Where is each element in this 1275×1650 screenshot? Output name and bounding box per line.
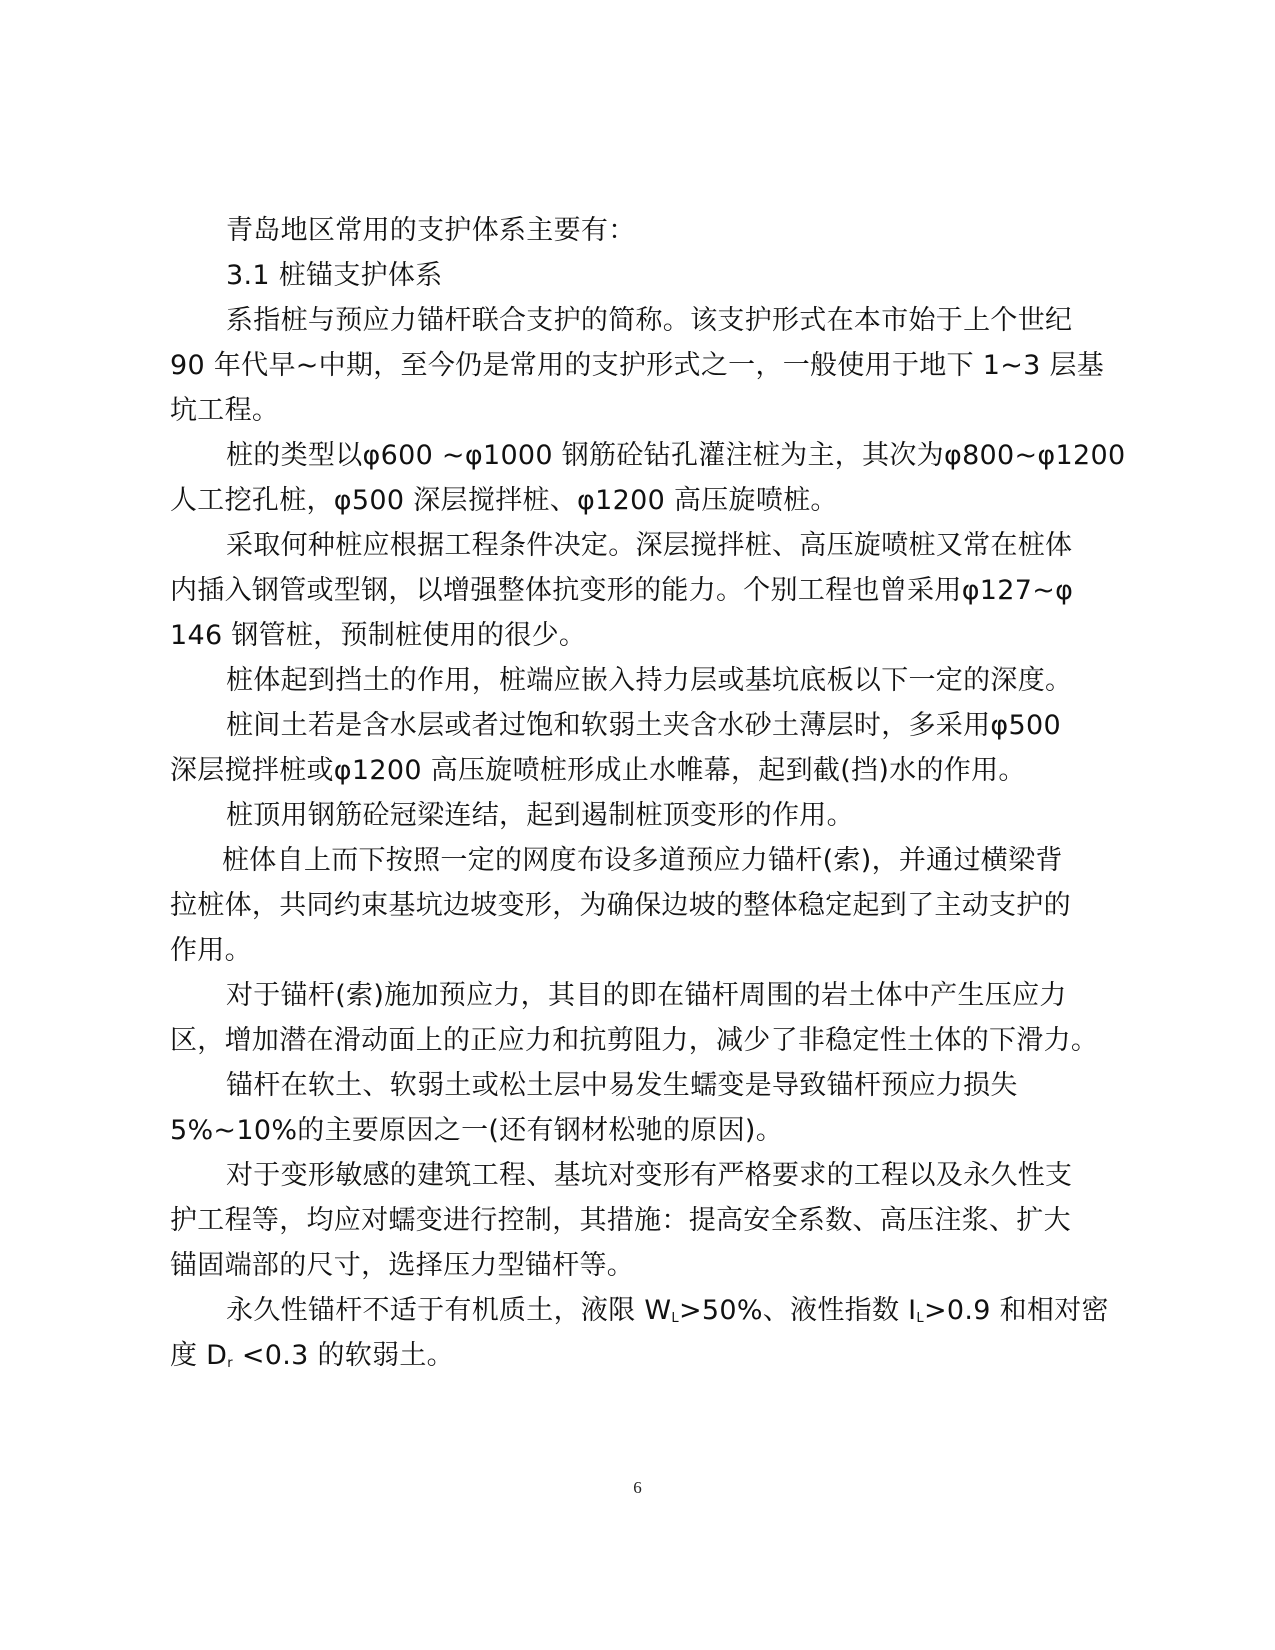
subscript: L [916,1311,924,1326]
paragraph-line: 90 年代早~中期，至今仍是常用的支护形式之一，一般使用于地下 1~3 层基 [170,350,1105,381]
text-run: >0.9 和相对密 [923,1295,1109,1326]
paragraph-line: 桩顶用钢筋砼冠梁连结，起到遏制桩顶变形的作用。 [226,800,854,831]
paragraph-line: 内插入钢管或型钢，以增强整体抗变形的能力。个别工程也曾采用φ127~φ [170,575,1074,606]
paragraph-line [170,1333,1105,1378]
section-heading: 3.1 桩锚支护体系 [226,260,443,291]
paragraph-line: 系指桩与预应力锚杆联合支护的简称。该支护形式在本市始于上个世纪 [226,305,1073,336]
subscript: L [671,1311,679,1326]
paragraph-line: 锚杆在软土、软弱土或松土层中易发生蠕变是导致锚杆预应力损失 [226,1070,1018,1101]
paragraph-line: 深层搅拌桩或φ1200 高压旋喷桩形成止水帷幕，起到截(挡)水的作用。 [170,755,1026,786]
text-run: 度 D [170,1340,228,1371]
paragraph-line: 采取何种桩应根据工程条件决定。深层搅拌桩、高压旋喷桩又常在桩体 [226,530,1073,561]
paragraph-line: 桩体自上而下按照一定的网度布设多道预应力锚杆(索)，并通过横梁背 [222,845,1063,876]
paragraph-line: 桩间土若是含水层或者过饱和软弱土夹含水砂土薄层时，多采用φ500 [226,710,1061,741]
page-number: 6 [633,1478,642,1497]
paragraph-line: 区，增加潜在滑动面上的正应力和抗剪阻力，减少了非稳定性土体的下滑力。 [170,1025,1099,1056]
paragraph-line: 人工挖孔桩，φ500 深层搅拌桩、φ1200 高压旋喷桩。 [170,485,838,516]
text-run: 永久性锚杆不适于有机质土，液限 W [226,1295,672,1326]
paragraph-line: 5%~10%的主要原因之一(还有钢材松驰的原因)。 [170,1115,784,1146]
text-run: >50%、液性指数 I [678,1295,917,1326]
paragraph-line [170,1288,1109,1333]
paragraph-line: 对于锚杆(索)施加预应力，其目的即在锚杆周围的岩土体中产生压应力 [226,980,1067,1011]
paragraph-line: 桩的类型以φ600 ~φ1000 钢筋砼钻孔灌注桩为主，其次为φ800~φ1200 [226,440,1126,471]
paragraph-line: 护工程等，均应对蠕变进行控制，其措施：提高安全系数、高压注浆、扩大 [170,1205,1071,1236]
paragraph-line: 桩体起到挡土的作用，桩端应嵌入持力层或基坑底板以下一定的深度。 [226,665,1073,696]
subscript: r [227,1356,233,1371]
text-run: <0.3 的软弱土。 [232,1340,454,1371]
paragraph-line: 对于变形敏感的建筑工程、基坑对变形有严格要求的工程以及永久性支 [226,1160,1073,1191]
paragraph-line: 拉桩体，共同约束基坑边坡变形，为确保边坡的整体稳定起到了主动支护的 [170,890,1071,921]
paragraph-line: 146 钢管桩，预制桩使用的很少。 [170,620,587,651]
paragraph-line: 作用。 [170,935,252,966]
document-body [170,208,1126,1378]
paragraph-line: 青岛地区常用的支护体系主要有： [226,215,636,246]
paragraph-line: 坑工程。 [170,395,280,426]
paragraph-line: 锚固端部的尺寸，选择压力型锚杆等。 [170,1250,635,1281]
